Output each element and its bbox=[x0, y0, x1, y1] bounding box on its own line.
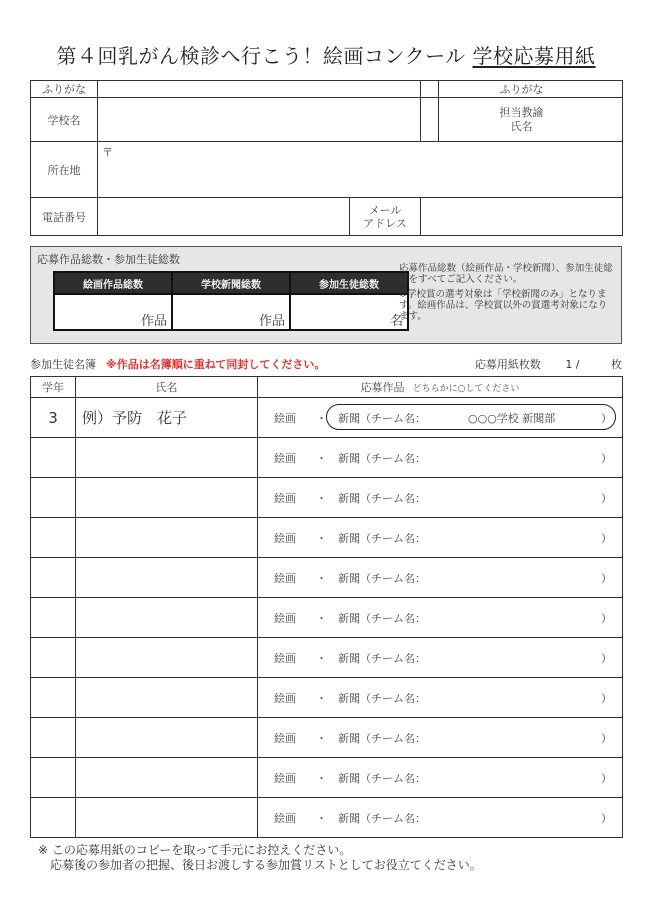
title-sub: 学校応募用紙 bbox=[472, 44, 596, 68]
name-cell[interactable] bbox=[76, 638, 258, 678]
newspaper-option[interactable]: 新聞（チーム名： bbox=[338, 532, 426, 545]
work-cell[interactable] bbox=[258, 398, 623, 438]
name-cell[interactable] bbox=[76, 518, 258, 558]
work-cell[interactable] bbox=[258, 478, 623, 518]
painting-option[interactable]: 絵画 bbox=[274, 572, 296, 585]
furigana-label: ふりがな bbox=[31, 81, 98, 98]
painting-option[interactable]: 絵画 bbox=[274, 652, 296, 665]
teacher-name-label: 担当教諭 氏名 bbox=[421, 98, 623, 142]
close-paren: ） bbox=[601, 772, 612, 785]
newspaper-option[interactable]: 新聞（チーム名： bbox=[338, 412, 426, 425]
work-cell[interactable] bbox=[258, 598, 623, 638]
footer-line-1: ※ この応募用紙のコピーを取って手元にお控えください。 bbox=[38, 843, 352, 857]
painting-total-header: 絵画作品総数 bbox=[54, 272, 172, 294]
painting-option[interactable]: 絵画 bbox=[274, 532, 296, 545]
grade-header: 学年 bbox=[31, 377, 76, 398]
table-row bbox=[31, 558, 623, 598]
painting-option[interactable]: 絵画 bbox=[274, 692, 296, 705]
option-separator: ・ bbox=[316, 532, 327, 545]
newspaper-option[interactable]: 新聞（チーム名： bbox=[338, 652, 426, 665]
email-label: メール アドレス bbox=[350, 198, 421, 236]
postal-mark: 〒 bbox=[102, 146, 113, 159]
name-cell[interactable] bbox=[76, 718, 258, 758]
page-title bbox=[0, 40, 652, 69]
email-field[interactable] bbox=[421, 198, 623, 236]
newspaper-option[interactable]: 新聞（チーム名： bbox=[338, 452, 426, 465]
option-separator: ・ bbox=[316, 772, 327, 785]
work-cell[interactable] bbox=[258, 798, 623, 838]
painting-option[interactable]: 絵画 bbox=[274, 732, 296, 745]
work-cell[interactable] bbox=[258, 718, 623, 758]
newspaper-option[interactable]: 新聞（チーム名： bbox=[338, 492, 426, 505]
name-cell[interactable] bbox=[76, 478, 258, 518]
close-paren: ） bbox=[601, 532, 612, 545]
name-cell[interactable] bbox=[76, 558, 258, 598]
name-cell[interactable] bbox=[76, 798, 258, 838]
team-name[interactable]: ○○○学校 新聞部 bbox=[468, 412, 556, 425]
grade-cell[interactable] bbox=[31, 758, 76, 798]
sheet-count: 応募用紙枚数 1 / 枚 bbox=[474, 358, 622, 371]
school-name-field[interactable] bbox=[98, 98, 421, 142]
work-cell[interactable] bbox=[258, 758, 623, 798]
phone-label: 電話番号 bbox=[31, 198, 98, 236]
painting-option[interactable]: 絵画 bbox=[274, 612, 296, 625]
painting-option[interactable]: 絵画 bbox=[274, 492, 296, 505]
work-cell[interactable] bbox=[258, 638, 623, 678]
work-cell[interactable] bbox=[258, 678, 623, 718]
newspaper-total-header: 学校新聞総数 bbox=[172, 272, 290, 294]
grade-cell[interactable] bbox=[31, 678, 76, 718]
painting-option[interactable]: 絵画 bbox=[274, 412, 296, 425]
painting-option[interactable]: 絵画 bbox=[274, 452, 296, 465]
footer-line-2: 応募後の参加者の把握、後日お渡しする参加賞リストとしてお役立てください。 bbox=[50, 858, 482, 872]
newspaper-option[interactable]: 新聞（チーム名： bbox=[338, 772, 426, 785]
roster-label: 参加生徒名簿 bbox=[30, 358, 96, 371]
grade-cell[interactable] bbox=[31, 518, 76, 558]
grade-cell[interactable] bbox=[31, 558, 76, 598]
option-separator: ・ bbox=[316, 452, 327, 465]
option-separator: ・ bbox=[316, 572, 327, 585]
newspaper-option[interactable]: 新聞（チーム名： bbox=[338, 732, 426, 745]
close-paren: ） bbox=[601, 412, 612, 425]
work-cell[interactable] bbox=[258, 558, 623, 598]
name-header: 氏名 bbox=[76, 377, 258, 398]
grade-cell[interactable] bbox=[31, 718, 76, 758]
option-separator: ・ bbox=[316, 612, 327, 625]
grade-cell[interactable] bbox=[31, 438, 76, 478]
close-paren: ） bbox=[601, 812, 612, 825]
name-cell[interactable] bbox=[76, 758, 258, 798]
address-label: 所在地 bbox=[31, 142, 98, 198]
table-row bbox=[31, 638, 623, 678]
summary-table bbox=[53, 271, 409, 331]
name-cell[interactable]: 例）予防 花子 bbox=[76, 398, 258, 438]
name-cell[interactable] bbox=[76, 598, 258, 638]
phone-field[interactable] bbox=[98, 198, 350, 236]
newspaper-option[interactable]: 新聞（チーム名： bbox=[338, 572, 426, 585]
table-row bbox=[31, 478, 623, 518]
teacher-furigana-label: ふりがな bbox=[421, 81, 623, 98]
table-row bbox=[31, 438, 623, 478]
school-name-label: 学校名 bbox=[31, 98, 98, 142]
school-furigana-field[interactable] bbox=[98, 81, 421, 98]
newspaper-option[interactable]: 新聞（チーム名： bbox=[338, 692, 426, 705]
close-paren: ） bbox=[601, 652, 612, 665]
work-cell[interactable] bbox=[258, 438, 623, 478]
roster-warning: ※作品は名簿順に重ねて同封してください。 bbox=[106, 358, 326, 371]
option-separator: ・ bbox=[316, 492, 327, 505]
newspaper-total-field[interactable]: 作品 bbox=[172, 294, 290, 330]
grade-cell[interactable] bbox=[31, 598, 76, 638]
table-row bbox=[31, 758, 623, 798]
name-cell[interactable] bbox=[76, 438, 258, 478]
option-separator: ・ bbox=[316, 652, 327, 665]
students-total-field[interactable]: 名 bbox=[290, 294, 408, 330]
work-cell[interactable] bbox=[258, 518, 623, 558]
newspaper-option[interactable]: 新聞（チーム名： bbox=[338, 612, 426, 625]
close-paren: ） bbox=[601, 692, 612, 705]
entries-table bbox=[30, 376, 623, 838]
close-paren: ） bbox=[601, 492, 612, 505]
option-separator: ・ bbox=[316, 732, 327, 745]
option-separator: ・ bbox=[316, 692, 327, 705]
grade-cell[interactable]: 3 bbox=[31, 398, 76, 438]
close-paren: ） bbox=[601, 452, 612, 465]
roster-header bbox=[30, 356, 622, 372]
students-total-header: 参加生徒総数 bbox=[290, 272, 408, 294]
painting-option[interactable]: 絵画 bbox=[274, 812, 296, 825]
close-paren: ） bbox=[601, 732, 612, 745]
address-field[interactable] bbox=[98, 142, 623, 198]
summary-panel bbox=[30, 246, 622, 344]
name-cell[interactable] bbox=[76, 678, 258, 718]
close-paren: ） bbox=[601, 612, 612, 625]
newspaper-option[interactable]: 新聞（チーム名： bbox=[338, 812, 426, 825]
table-row bbox=[31, 798, 623, 838]
table-row bbox=[31, 718, 623, 758]
summary-label: 応募作品総数・参加生徒総数 bbox=[37, 253, 180, 266]
close-paren: ） bbox=[601, 572, 612, 585]
option-separator: ・ bbox=[316, 412, 327, 425]
table-row bbox=[31, 398, 623, 438]
summary-note-2: ※学校賞の選考対象は「学校新聞のみ」となります。絵画作品は、学校賞以外の賞選考対象になります。 bbox=[399, 289, 608, 322]
title-main: 第４回乳がん検診へ行こう！絵画コンクール bbox=[56, 44, 466, 68]
table-row bbox=[31, 598, 623, 638]
summary-notes bbox=[399, 263, 615, 326]
grade-cell[interactable] bbox=[31, 798, 76, 838]
table-row bbox=[31, 518, 623, 558]
grade-cell[interactable] bbox=[31, 478, 76, 518]
option-separator: ・ bbox=[316, 812, 327, 825]
work-header: 応募作品 どちらかに○してください bbox=[258, 377, 623, 398]
painting-total-field[interactable]: 作品 bbox=[54, 294, 172, 330]
footer-notes bbox=[38, 843, 482, 873]
grade-cell[interactable] bbox=[31, 638, 76, 678]
table-row bbox=[31, 678, 623, 718]
summary-note-1: 応募作品総数（絵画作品・学校新聞）、参加生徒総数をすべてご記入ください。 bbox=[399, 263, 613, 285]
teacher-name-field[interactable] bbox=[438, 80, 623, 142]
painting-option[interactable]: 絵画 bbox=[274, 772, 296, 785]
